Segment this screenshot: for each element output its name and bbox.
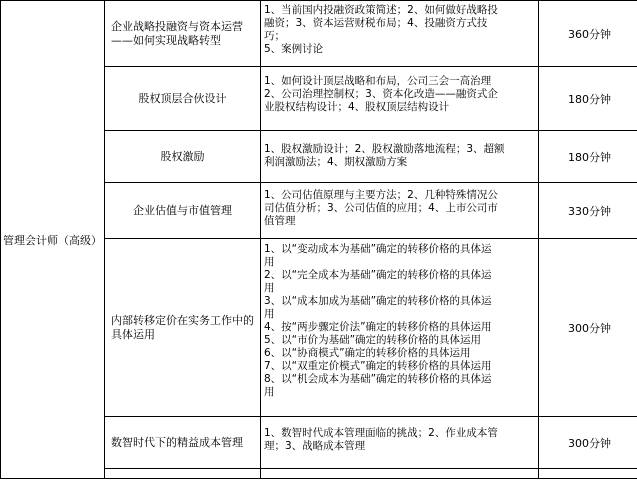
content-line: 1、公司估值原理与主要方法；2、几种特殊情况公 [264, 189, 498, 201]
content-cell [261, 131, 539, 183]
content-line: 用 [264, 386, 275, 398]
duration-label: 300分钟 [568, 436, 611, 450]
content-line: 利润激励法；4、期权激励方案 [264, 156, 408, 168]
topic-cell [105, 131, 261, 183]
content-cell [261, 469, 539, 479]
duration-cell [539, 239, 637, 417]
duration-cell [539, 67, 637, 131]
content-line: 1、数智时代成本管理面临的挑战；2、作业成本管 [264, 427, 498, 439]
content-cell [261, 1, 539, 67]
duration-label: 180分钟 [568, 92, 611, 106]
duration-cell [539, 131, 637, 183]
content-line: 用 [264, 308, 275, 320]
content-line: 理；3、战略成本管理 [264, 440, 366, 452]
content-line: 司估值分析；3、公司估值的应用；4、上市公司市 [264, 202, 498, 214]
table-row [1, 1, 637, 67]
content-line: 用 [264, 282, 275, 294]
topic-label: 内部转移定价在实务工作中的具体运用 [111, 313, 254, 341]
content-line: 7、以“双重定价模式”确定的转移价格的具体运用 [264, 360, 492, 372]
content-line: 业股权结构设计；4、股权顶层结构设计 [264, 101, 450, 113]
topic-cell [105, 469, 261, 479]
topic-cell [105, 239, 261, 417]
duration-label: 330分钟 [568, 204, 611, 218]
content-line: 1、如何设计顶层战略和布局，公司三会一高治理 [264, 75, 492, 87]
content-line: 巧； [264, 30, 285, 42]
content-line: 用 [264, 256, 275, 268]
topic-label: 股权激励 [160, 149, 205, 163]
role-label: 管理会计师（高级） [3, 233, 102, 247]
content-line: 融资；3、资本运营财税布局；4、投融资方式技 [264, 17, 488, 29]
duration-cell [539, 183, 637, 239]
content-line: 6、以“协商模式”确定的转移价格的具体运用 [264, 347, 471, 359]
duration-cell [539, 1, 637, 67]
content-line: 8、以“机会成本为基础”确定的转移价格的具体运 [264, 373, 492, 385]
duration-label: 360分钟 [568, 27, 611, 41]
duration-cell [539, 417, 637, 469]
content-cell [261, 417, 539, 469]
content-line: 2、公司治理控制权；3、资本化改造——融资式企 [264, 88, 498, 100]
topic-label: 企业估值与市值管理 [133, 203, 232, 217]
topic-cell [105, 417, 261, 469]
duration-label: 180分钟 [568, 150, 611, 164]
content-line: 5、以“市价为基础”确定的转移价格的具体运用 [264, 334, 482, 346]
topic-label: 数智时代下的精益成本管理 [111, 435, 243, 449]
role-cell [1, 1, 105, 479]
topic-cell [105, 183, 261, 239]
duration-cell [539, 469, 637, 479]
duration-label: 300分钟 [568, 321, 611, 335]
content-line: 2、以“完全成本为基础”确定的转移价格的具体运 [264, 269, 492, 281]
content-cell [261, 67, 539, 131]
content-cell [261, 183, 539, 239]
content-line: 1、股权激励设计；2、股权激励落地流程；3、超额 [264, 143, 505, 155]
content-line: 1、以“变动成本为基础”确定的转移价格的具体运 [264, 243, 492, 255]
content-line: 1、当前国内投融资政策简述；2、如何做好战略投 [264, 4, 498, 16]
topic-cell [105, 1, 261, 67]
content-line: 4、按“两步骤定价法”确定的转移价格的具体运用 [264, 321, 492, 333]
content-line: 值管理 [264, 215, 296, 227]
content-line: 3、以“成本加成为基础”确定的转移价格的具体运 [264, 295, 492, 307]
topic-label: 股权顶层合伙设计 [138, 91, 227, 105]
topic-cell [105, 67, 261, 131]
content-line: 5、案例讨论 [264, 43, 324, 55]
content-cell [261, 239, 539, 417]
topic-label: 企业战略投融资与资本运营——如何实现战略转型 [111, 19, 243, 47]
